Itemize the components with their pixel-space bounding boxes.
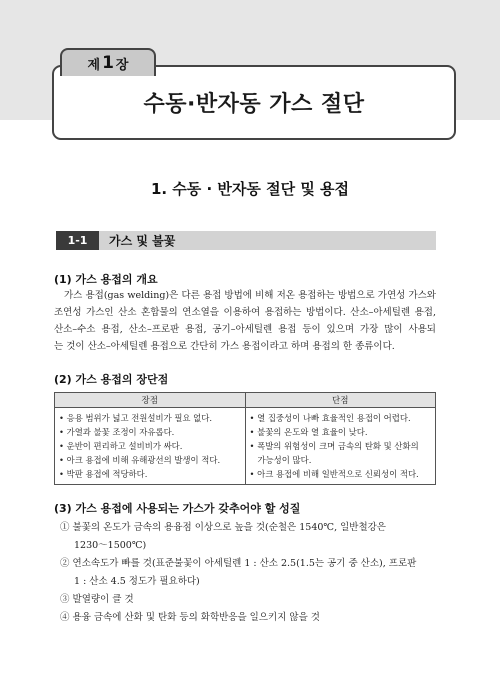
paragraph-line: 산소–수소 용접, 산소–프로판 용접, 공기–아세틸렌 용접 등이 있으며 가장 많이 사용되 — [54, 324, 436, 335]
part1-paragraph — [54, 287, 436, 355]
chapter-tab-prefix: 제 — [87, 57, 101, 73]
disadvantage-item: • 열 집중성이 나빠 효율적인 용접이 어렵다. — [249, 413, 411, 423]
advantage-item: • 가열과 불꽃 조정이 자유롭다. — [59, 427, 175, 437]
chapter-tab-suffix: 장 — [115, 57, 129, 73]
advantage-item: • 응용 범위가 넓고 전원설비가 필요 없다. — [59, 413, 213, 423]
disadvantage-item: • 폭발의 위험성이 크며 금속의 탄화 및 산화의 — [249, 441, 419, 451]
advantage-item: • 운반이 편리하고 설비비가 싸다. — [59, 441, 183, 451]
disadvantage-item-continued: 가능성이 많다. — [257, 455, 312, 465]
section-title: 1. 수동 · 반자동 절단 및 용접 — [150, 180, 350, 198]
part2-heading: (2) 가스 용접의 장단점 — [54, 373, 169, 386]
list-item: ② 연소속도가 빠를 것(표준불꽃이 아세틸렌 1 : 산소 2.5(1.5는 공기 중 산소), 프로판 — [60, 558, 417, 569]
part3-heading: (3) 가스 용접에 사용되는 가스가 갖추어야 할 성질 — [54, 502, 301, 515]
advantage-item: • 박판 용접에 적당하다. — [59, 469, 148, 479]
paragraph-line: 조연성 가스인 산소 혼합물의 연소열을 이용하여 용접하는 방법이다. 산소–아세틸렌 용접, — [54, 307, 436, 318]
subsection-number: 1-1 — [56, 231, 99, 250]
advantage-item: • 아크 용접에 비해 유해광선의 발생이 적다. — [59, 455, 221, 465]
list-item: ① 불꽃의 온도가 금속의 용융점 이상으로 높을 것(순철은 1540℃, 일반철강은 — [60, 522, 386, 533]
list-item: ③ 발열량이 클 것 — [60, 594, 134, 605]
chapter-tab — [60, 48, 156, 76]
paragraph-line: 는 것이 산소–아세틸렌 용접으로 간단히 가스 용접이라고 하며 용접의 한 종류이다. — [54, 341, 395, 352]
chapter-title: 수동·반자동 가스 절단 — [143, 92, 365, 117]
list-item-continued: 1 : 산소 4.5 정도가 필요하다) — [74, 576, 200, 587]
disadvantage-item: • 불꽃의 온도와 열 효율이 낮다. — [249, 427, 368, 437]
disadvantage-item: • 아크 용접에 비해 일반적으로 신뢰성이 적다. — [249, 469, 419, 479]
chapter-title-box — [52, 65, 456, 140]
advantages-cell — [55, 408, 246, 485]
list-item: ④ 용융 금속에 산화 및 탄화 등의 화학반응을 일으키지 않을 것 — [60, 612, 320, 623]
list-item-continued: 1230～1500℃) — [74, 540, 147, 551]
advantages-header: 장점 — [55, 393, 246, 408]
subsection-header — [56, 231, 436, 250]
part1-heading: (1) 가스 용접의 개요 — [54, 273, 158, 286]
pros-cons-table — [54, 392, 436, 485]
subsection-title: 가스 및 불꽃 — [109, 234, 176, 248]
gas-properties-list — [60, 519, 440, 627]
chapter-number: 1 — [102, 53, 114, 73]
paragraph-line: 가스 용접(gas welding)은 다른 용접 방법에 비해 저온 용접하는 방법으로 가연성 가스와 — [64, 290, 436, 301]
disadvantages-cell — [245, 408, 436, 485]
disadvantages-header: 단점 — [245, 393, 436, 408]
